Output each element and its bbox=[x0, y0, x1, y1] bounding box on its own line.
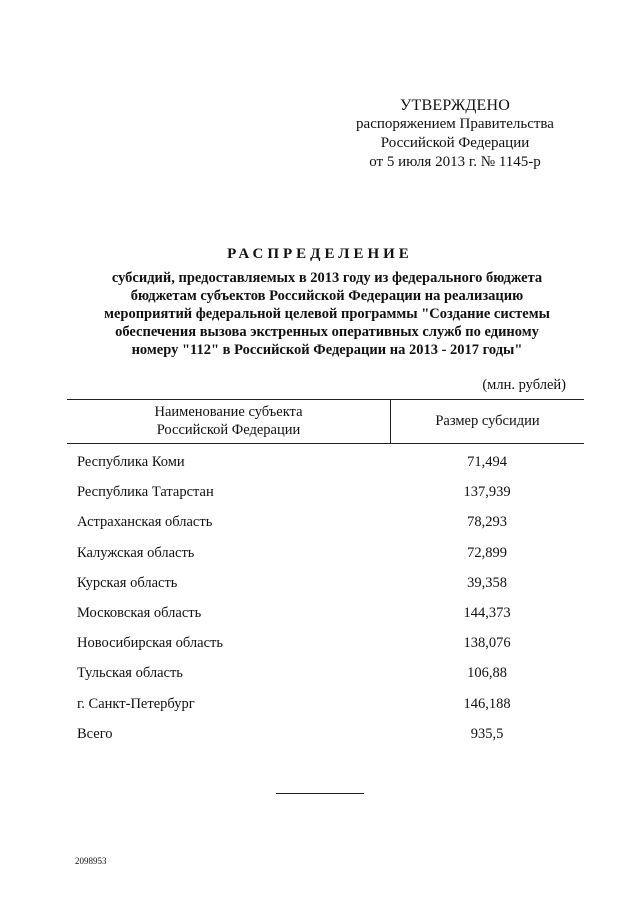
subsidy-amount: 71,494 bbox=[467, 454, 507, 470]
region-name: Республика Коми bbox=[77, 454, 185, 470]
approval-block bbox=[330, 96, 580, 172]
subsidy-amount: 138,076 bbox=[463, 635, 511, 652]
subsidy-amount: 146,188 bbox=[463, 695, 511, 712]
table-row bbox=[0, 605, 640, 635]
approval-line-2: распоряжением Правительства bbox=[356, 116, 554, 132]
table-row-total bbox=[0, 726, 640, 756]
table-row bbox=[0, 665, 640, 695]
region-name: Республика Татарстан bbox=[77, 484, 214, 501]
total-amount: 935,5 bbox=[470, 725, 504, 742]
table-row bbox=[0, 696, 640, 726]
subsidy-amount: 106,88 bbox=[467, 665, 507, 682]
subsidy-amount: 72,899 bbox=[467, 544, 507, 561]
document-subtitle bbox=[78, 269, 576, 359]
header-name-line-2: Российской Федерации bbox=[156, 422, 301, 438]
subsidy-amount: 78,293 bbox=[467, 514, 507, 531]
table-row bbox=[0, 454, 640, 484]
region-name: Новосибирская область bbox=[77, 635, 223, 652]
subtitle-line-4: обеспечения вызова экстренных оперативных служб по единому bbox=[115, 324, 539, 340]
approval-line-4: от 5 июля 2013 г. № 1145-р bbox=[369, 154, 541, 170]
table-row bbox=[0, 575, 640, 605]
end-rule bbox=[276, 793, 364, 794]
document-number: 2098953 bbox=[75, 856, 107, 866]
region-name: Курская область bbox=[77, 574, 178, 591]
table-row bbox=[0, 545, 640, 575]
region-name: Астраханская область bbox=[77, 514, 213, 531]
document-title: РАСПРЕДЕЛЕНИЕ bbox=[227, 246, 413, 262]
table-body bbox=[0, 454, 640, 756]
region-name: Тульская область bbox=[77, 665, 183, 682]
table-row bbox=[0, 484, 640, 514]
approval-line-3: Российской Федерации bbox=[380, 135, 530, 151]
approval-heading: УТВЕРЖДЕНО bbox=[399, 97, 510, 114]
table-header-rule bbox=[67, 443, 584, 444]
subtitle-line-5: номеру "112" в Российской Федерации на 2013 - 2017 годы" bbox=[131, 342, 523, 358]
total-label: Всего bbox=[77, 725, 113, 742]
units-label: (млн. рублей) bbox=[482, 377, 566, 393]
region-name: Московская область bbox=[77, 604, 202, 621]
subtitle-line-3: мероприятий федеральной целевой программы "Создание системы bbox=[104, 306, 550, 322]
subsidy-amount: 144,373 bbox=[463, 604, 511, 621]
header-name-line-1: Наименование субъекта bbox=[154, 404, 303, 420]
subtitle-line-2: бюджетам субъектов Российской Федерации на реализацию bbox=[130, 288, 524, 304]
table-header-name bbox=[67, 403, 390, 439]
subtitle-line-1: субсидий, предоставляемых в 2013 году из федерального бюджета bbox=[111, 270, 543, 286]
table-row bbox=[0, 635, 640, 665]
table-header-amount: Размер субсидии bbox=[435, 413, 540, 429]
subsidy-amount: 39,358 bbox=[467, 574, 507, 591]
subsidy-amount: 137,939 bbox=[463, 484, 511, 501]
region-name: г. Санкт-Петербург bbox=[77, 695, 195, 712]
table-top-rule bbox=[67, 399, 584, 400]
region-name: Калужская область bbox=[77, 544, 195, 561]
table-row bbox=[0, 514, 640, 544]
